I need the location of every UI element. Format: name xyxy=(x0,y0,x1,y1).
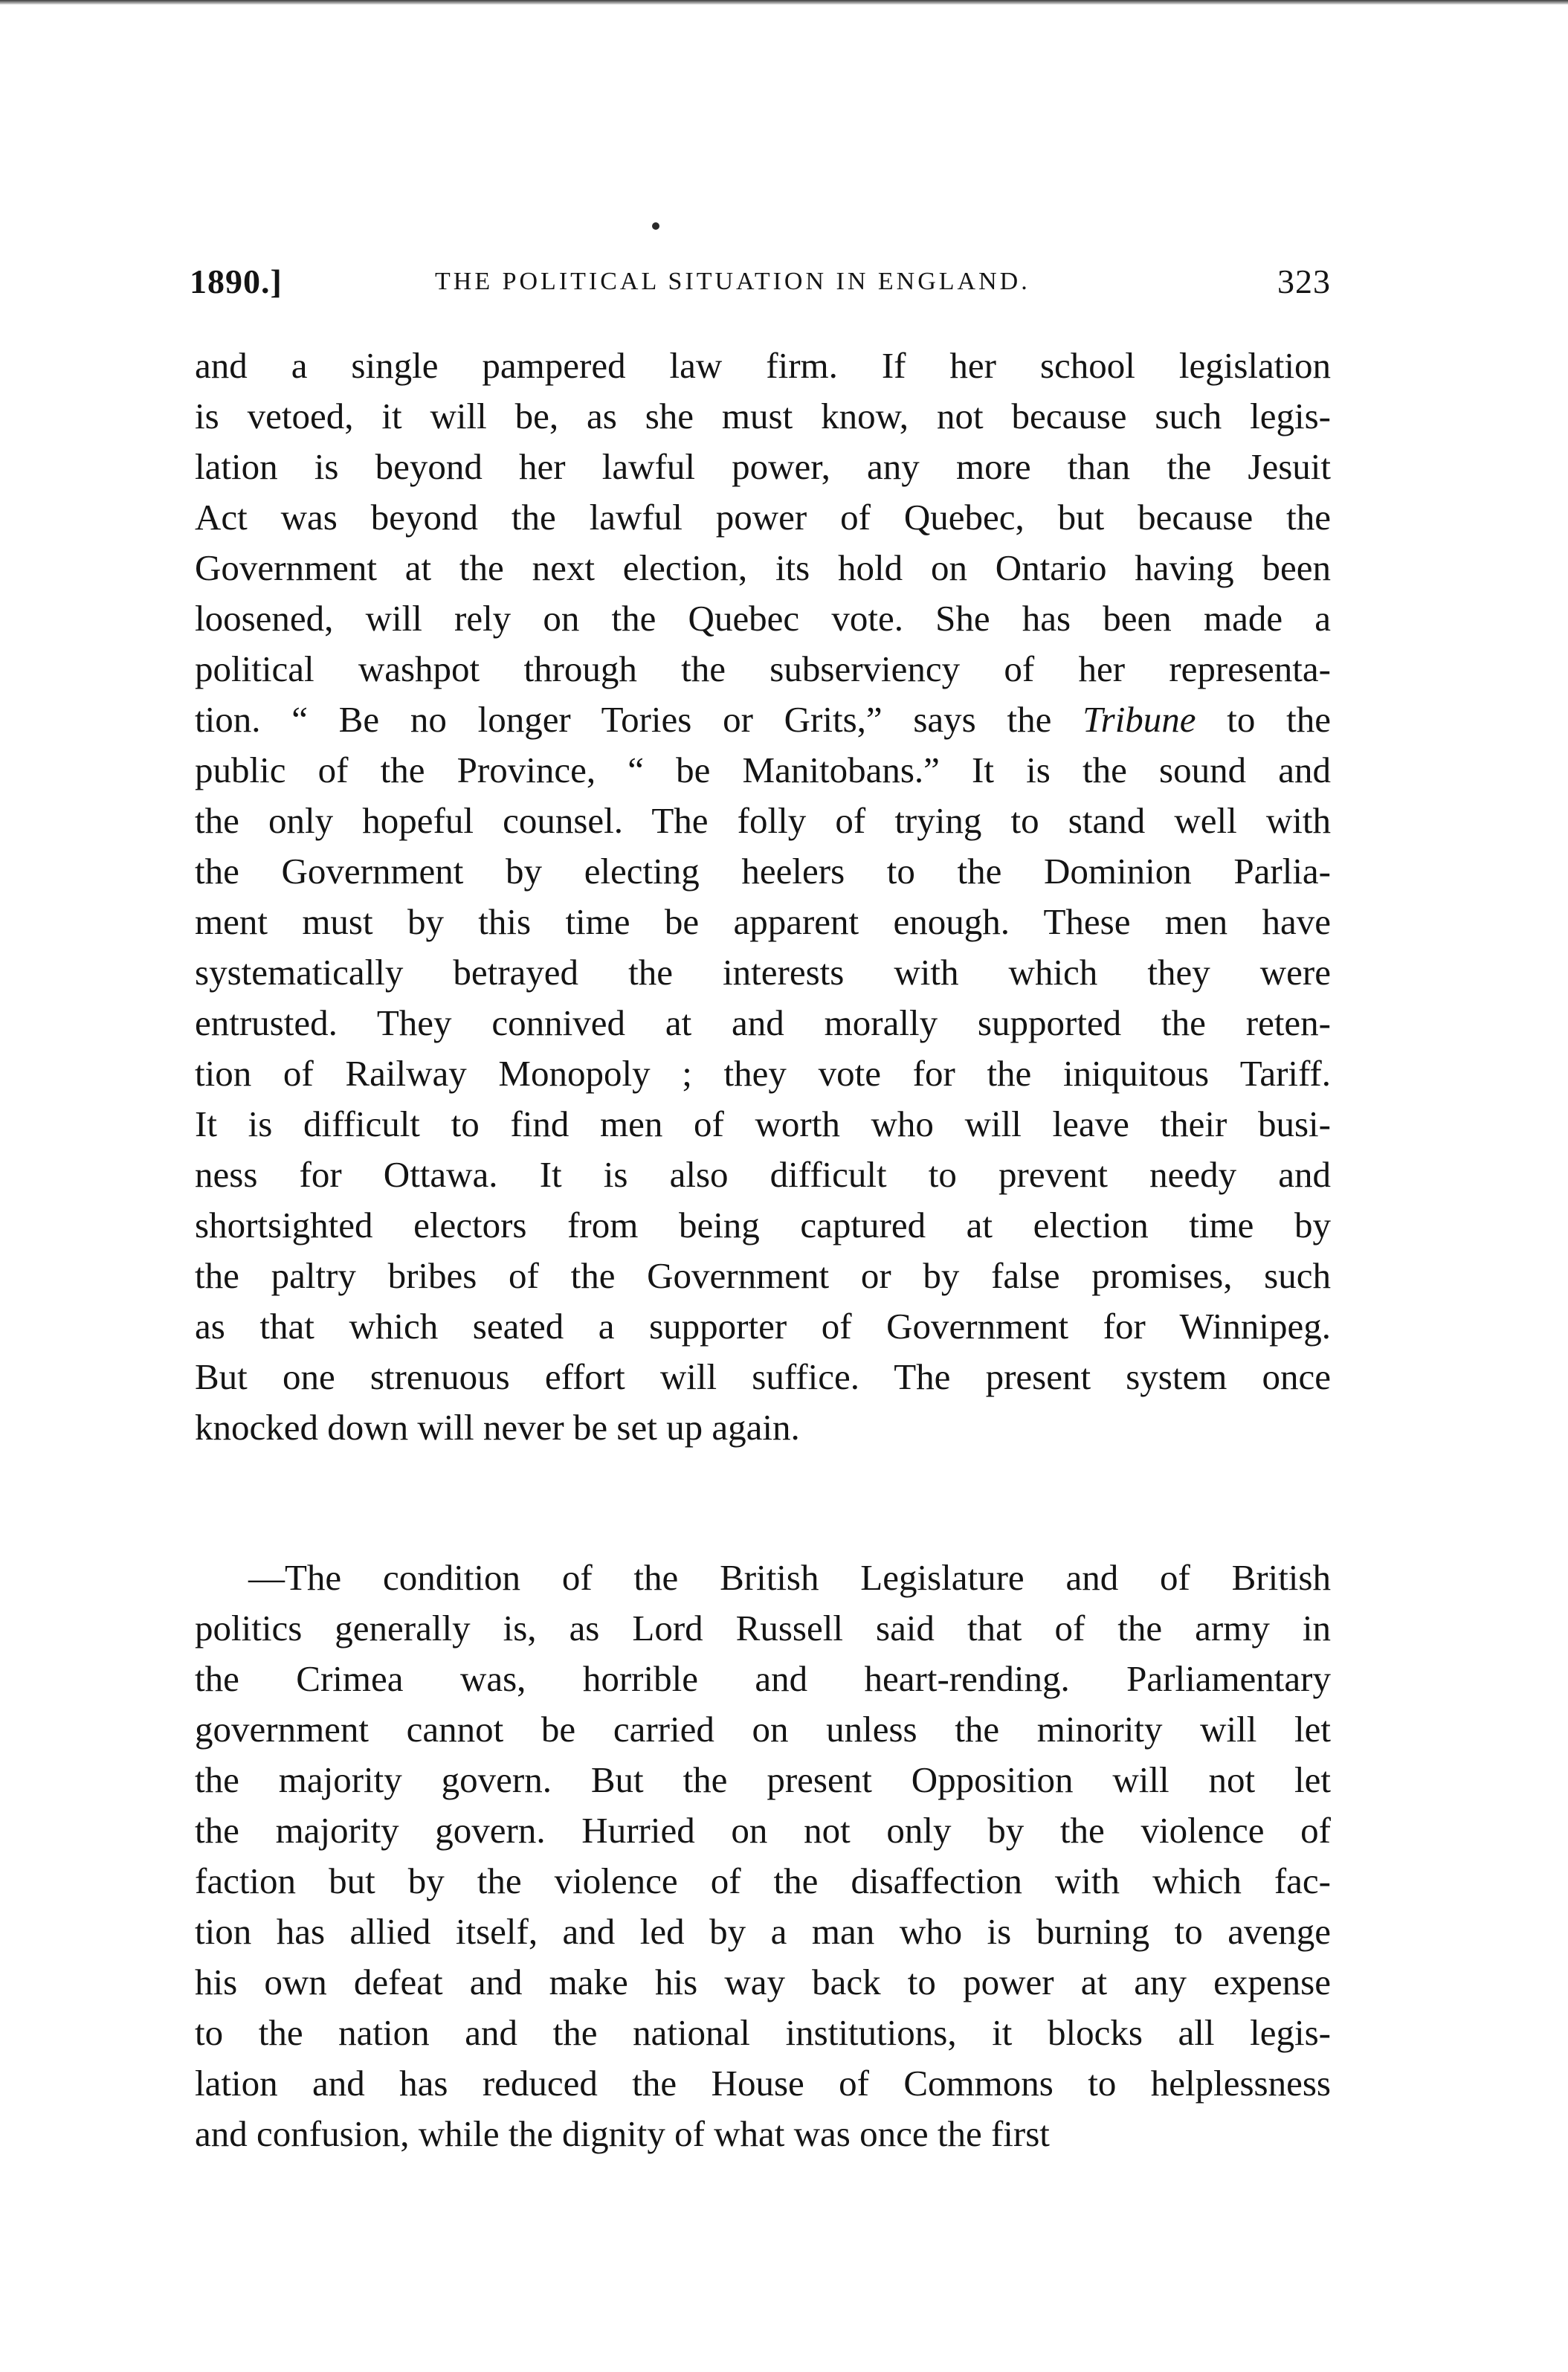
text-line: and a single pampered law firm. If her school legislation xyxy=(195,345,1331,386)
text-line: politics generally is, as Lord Russell said that of the army in xyxy=(195,1608,1331,1649)
text-line: the only hopeful counsel. The folly of trying to stand well with xyxy=(195,800,1331,841)
text-line: government cannot be carried on unless the minority will let xyxy=(195,1709,1331,1750)
text-line: lation is beyond her lawful power, any more than the Jesuit xyxy=(195,446,1331,487)
text-line: is vetoed, it will be, as she must know, not because such legis- xyxy=(195,396,1331,436)
publication-name: Tribune xyxy=(1083,699,1196,740)
text-line: political washpot through the subserviency of her representa- xyxy=(195,648,1331,689)
header-year: 1890.] xyxy=(190,262,283,300)
text-line: entrusted. They connived at and morally supported the reten- xyxy=(195,1002,1331,1043)
text-line: tion of Railway Monopoly ; they vote for the iniquitous Tariff. xyxy=(195,1053,1331,1094)
text-line: the Crimea was, horrible and heart-rending. Parliamentary xyxy=(195,1658,1331,1699)
running-title: THE POLITICAL SITUATION IN ENGLAND. xyxy=(435,268,1030,295)
paragraph-2 xyxy=(195,1553,1331,2159)
text-line: and confusion, while the dignity of what was once the first xyxy=(195,2113,1050,2154)
text-line: knocked down will never be set up again. xyxy=(195,1407,800,1448)
text-line: Government at the next election, its hold on Ontario having been xyxy=(195,547,1331,588)
text-line: It is difficult to find men of worth who will leave their busi- xyxy=(195,1103,1331,1144)
text-line: systematically betrayed the interests with which they were xyxy=(195,952,1331,993)
text-line: to the nation and the national institutions, it blocks all legis- xyxy=(195,2012,1331,2053)
text-line: faction but by the violence of the disaffection with which fac- xyxy=(195,1860,1331,1901)
page-number: 323 xyxy=(1277,262,1331,300)
text-line: public of the Province, “ be Manitobans.” It is the sound and xyxy=(195,750,1331,790)
ink-dot xyxy=(652,222,659,230)
text-line: the Government by electing heelers to the Dominion Parlia- xyxy=(195,851,1331,892)
text-line: shortsighted electors from being captured at election time by xyxy=(195,1205,1331,1245)
text-line: But one strenuous effort will suffice. The present system once xyxy=(195,1356,1331,1397)
text-line: the majority govern. But the present Opposition will not let xyxy=(195,1759,1331,1800)
running-header xyxy=(190,262,1331,306)
paragraph-1 xyxy=(195,341,1331,1453)
text-line: tion. “ Be no longer Tories or Grits,” says the Tribune to the xyxy=(195,699,1331,740)
text-line: lation and has reduced the House of Commons to helplessness xyxy=(195,2063,1331,2104)
text-line: ness for Ottawa. It is also difficult to prevent needy and xyxy=(195,1154,1331,1195)
scan-top-edge xyxy=(0,0,1568,4)
text-line: —The condition of the British Legislature and of British xyxy=(248,1557,1331,1598)
text-line: as that which seated a supporter of Government for Winnipeg. xyxy=(195,1306,1331,1347)
text-line: loosened, will rely on the Quebec vote. She has been made a xyxy=(195,598,1331,639)
text-line: the paltry bribes of the Government or by false promises, such xyxy=(195,1255,1331,1296)
text-line: ment must by this time be apparent enough. These men have xyxy=(195,901,1331,942)
text-line: Act was beyond the lawful power of Quebec, but because the xyxy=(195,497,1331,538)
text-line: his own defeat and make his way back to power at any expense xyxy=(195,1962,1331,2002)
text-line: tion has allied itself, and led by a man who is burning to avenge xyxy=(195,1911,1331,1952)
text-line: the majority govern. Hurried on not only by the violence of xyxy=(195,1810,1331,1851)
